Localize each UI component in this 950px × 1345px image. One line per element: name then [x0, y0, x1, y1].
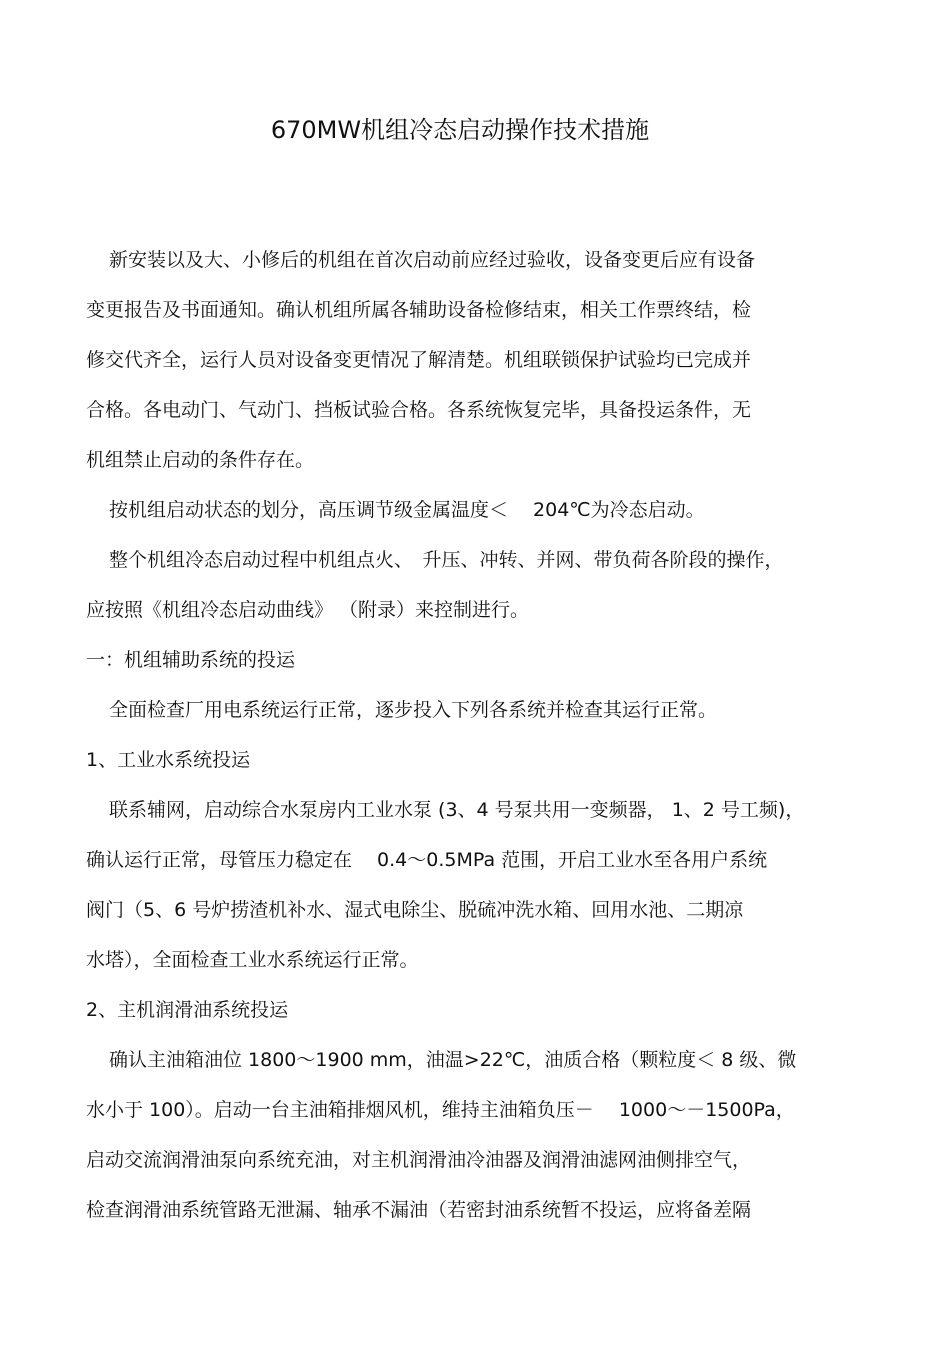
body-line-17: 确认主油箱油位 1800～1900 mm，油温>22℃，油质合格（颗粒度＜ 8 级、微 [109, 1049, 797, 1071]
body-line-3: 修交代齐全，运行人员对设备变更情况了解清楚。机组联锁保护试验均已完成并 [86, 349, 752, 371]
body-line-7: 整个机组冷态启动过程中机组点火、 升压、冲转、并网、带负荷各阶段的操作， [109, 549, 784, 571]
document-title: 670MW机组冷态启动操作技术措施 [270, 116, 650, 144]
body-line-15: 水塔），全面检查工业水系统运行正常。 [86, 949, 419, 971]
body-line-20: 检查润滑油系统管路无泄漏、轴承不漏油（若密封油系统暂不投运，应将备差隔 [86, 1199, 752, 1221]
body-line-5: 机组禁止启动的条件存在。 [86, 449, 315, 471]
body-line-13: 确认运行正常，母管压力稳定在 0.4～0.5MPa 范围，开启工业水至各用户系统 [86, 849, 768, 871]
body-line-14: 阀门（5、6 号炉捞渣机补水、湿式电除尘、脱硫冲洗水箱、回用水池、二期凉 [86, 899, 744, 921]
body-line-12: 联系辅网，启动综合水泵房内工业水泵 (3、4 号泵共用一变频器， 1、2 号工频)， [109, 799, 805, 821]
body-line-1: 新安装以及大、小修后的机组在首次启动前应经过验收，设备变更后应有设备 [109, 249, 756, 271]
body-line-8: 应按照《机组冷态启动曲线》 （附录）来控制进行。 [86, 599, 530, 621]
document-body [86, 240, 876, 1240]
body-line-4: 合格。各电动门、气动门、挡板试验合格。各系统恢复完毕，具备投运条件，无 [86, 399, 752, 421]
body-line-19: 启动交流润滑油泵向系统充油，对主机润滑油冷油器及润滑油滤网油侧排空气， [86, 1149, 752, 1171]
subsection-heading-2: 2、主机润滑油系统投运 [86, 999, 289, 1021]
body-line-10: 全面检查厂用电系统运行正常，逐步投入下列各系统并检查其运行正常。 [109, 699, 718, 721]
body-line-2: 变更报告及书面通知。确认机组所属各辅助设备检修结束，相关工作票终结，检 [86, 299, 752, 321]
body-line-18: 水小于 100）。启动一台主油箱排烟风机，维持主油箱负压－ 1000～－1500Pa， [86, 1099, 795, 1121]
section-heading-1: 一：机组辅助系统的投运 [86, 649, 296, 671]
body-line-6: 按机组启动状态的划分，高压调节级金属温度＜ 204℃为冷态启动。 [109, 499, 705, 521]
subsection-heading-1: 1、工业水系统投运 [86, 749, 251, 771]
